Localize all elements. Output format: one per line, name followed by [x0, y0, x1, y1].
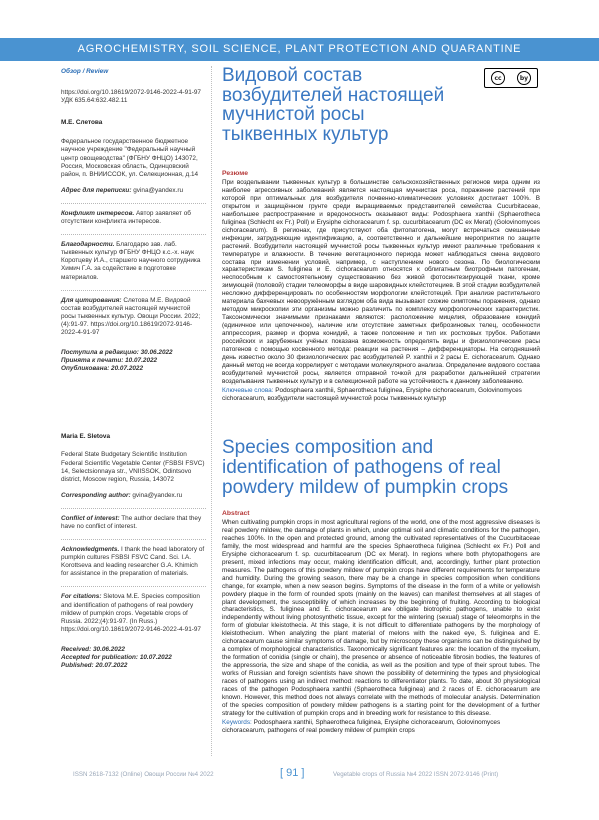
abstract-en-label: Abstract [222, 510, 250, 517]
acknowledgments-en-text: I thank the head laboratory of pumpkin cultures FSBSI FSVC Cand. Sci. I.A. Korottseva and leading researcher G.A. Khimich for assistance in the preparation of materials. [61, 546, 205, 578]
keywords-en-label: Keywords: [222, 718, 252, 726]
article-info-sidebar [61, 68, 206, 678]
conflict-en-label: Conflict of interest: [61, 514, 120, 522]
page-number: [ 91 ] [280, 767, 305, 779]
citation-en [61, 593, 206, 633]
article-rubric: Обзор / Review [61, 68, 109, 75]
divider [61, 290, 206, 291]
citation-ru-label: Для цитирования: [61, 296, 122, 304]
page-footer [0, 767, 599, 783]
divider [61, 508, 206, 509]
column-divider [211, 66, 212, 756]
footer-issn-online: ISSN 2618-7132 (Online) Овощи России №4 2022 [73, 771, 214, 778]
abstract-en-text: When cultivating pumpkin crops in most agricultural regions of the world, one of the most aggressive diseases is real powdery mildew, the damage of plants in which, under optimal soil and climatic conditions for the pathogen, reaches 100%. In the open and protected ground, among the cultivated representatives of the Cucurbitaceae family, the most widespread and harmful are the species Sphaerotheca fuliginea (Schlecht ex Fr.) Poll and Erysiphe cichoracearum f. sp. cucurbitacearum (DC ex Merat). In regions where both phytopathogens are present, mixed infections may occur, making identification difficult, and, accordingly, further plant protection measures. The pathogens of this powdery mildew of pumpkin crops have different requirements for temperature and humidity. During the growing season, there may be a change in species composition when conditions change, for example, when a new season begins. Symptoms of the disease in the form of a white or yellowish powdery plaque in the form of rounded spots (mainly on the leaves) can manifest themselves at all stages of plant development, the susceptibility of which increases by the beginning of fruiting. According to biological characteristics, S. fuliginea and E. cichoracearum are obligate biotrophic pathogens, unable to exist independently without living photosynthetic tissue, except for the wintering (sexual) stage of teleomorphs in the form of globular kleistothecia. At this stage, it is not difficult to differentiate pathogens by the morphology of kleistothecium. When analyzing the plant material of melons with the naked eye, S. fuliginea and E. cichoracearum cause similar symptoms of damage, but by microscopy these organisms can be distinguished by a complex of morphological characteristics. Taxonomically significant features are: the location of the mycelium, the formation of conidia (single or chain), the presence or absence of noticeable fibrosin bodies, the features of the appressoria, the size and shape of the conidia, as well as the position and type of their sprout tubes. The works of Russian and foreign scientists have shown the possibility of determining the types and physiological races of pathogens using an indirect method: reactions to differentiator plants. To date, about 30 physiological races of the pathogen Podosphaera xanthii (Sphaerotheca fuliginea) and 2 races of E. cichoracearum are known. However, this method does not always correlate with the methods of molecular analysis. Determination of the species composition of powdery mildew pathogens is a starting point for the development of a further strategy for the cultivation of pumpkin crops and in breeding work for resistance to this disease. [222, 519, 540, 717]
abstract-ru-text: При возделывании тыквенных культур в большинстве сельскохозяйственных регионов мира одним из наиболее агрессивных заболеваний является настоящая мучнистая роса, поражение растений при которой при оптимальных для возбудителя почвенно-климатических условиях достигает 100%. В открытом и защищённом грунте среди выращиваемых представителей семейства Cucurbitaceae, наибольшее распространение и вредоносность оказывают виды: Podosphaera xanthii (Sphaerotheca fuliginea (Schlecht ex Fr.) Poll) и Erysiphe cichoracearum f. sp. cucurbitacearum (DC ex Merat) (Golovinomyces cichoracearum). В регионах, где присутствуют оба фитопатогена, могут встречаться смешанные инфекции, затрудняющие идентификацию, а, соответственно и дальнейшие мероприятия по защите растений. Возбудители настоящей мучнистой росы тыквенных культур имеют различные требования к температуре и влажности. В течение вегетационного периода может наблюдаться смена видового состава при изменении условий, например, с наступлением нового сезона. По биологическим характеристикам S. fuliginea и E. cichoracearum относятся к облигатным биотрофным патогенам, неспособным к самостоятельному существованию без живой фотосинтезирующей ткани, кроме зимующей (половой) стадии телеоморфы в виде шаровидных клейстотециев. В этой стадии возбудителей несложно дифференцировать по особенностям морфологии клейстотеций. При анализе растительного материала бахчевых невооружённым взглядом оба вида вызывают схожие симптомы поражения, однако методом микроскопии эти организмы можно различить по комплексу морфологических характеристик. Таксономически значимыми признаками являются: расположение мицелия, образование конидий (единичное или цепочечное), наличие или отсутствие заметных фиброзиновых телец, особенности аппрессория, размер и форма конидий, а также положение и тип их ростковых трубок. Работами российских и зарубежных учёных показана возможность определять виды и физиологические расы патогенов с помощью косвенного метода: реакции на растения – дифференциаторы. На сегодняшний день известно около 30 физиологических рас возбудителей P. xanthii и 2 расы E. cichoracearum. Однако данный метод не всегда коррелирует с методами молекулярного анализа. Определение видового состава возбудителей мучнистой росы, является отправной точкой для разработки дальнейшей стратегии возделывания тыквенных культур и в селекционной работе на устойчивость к данному заболеванию. [222, 179, 540, 385]
dates-en [61, 646, 206, 670]
doi-link[interactable]: https://doi.org/10.18619/2072-9146-2022-4-91-97 [61, 89, 201, 97]
corresponding-ru-email[interactable]: gvina@yandex.ru [131, 186, 184, 194]
abstract-ru-label: Резюме [222, 170, 249, 177]
abstract-ru [222, 170, 540, 403]
published-date-ru: Опубликована: 20.07.2022 [61, 365, 144, 373]
by-attribution-icon: by [517, 71, 531, 85]
divider [61, 203, 206, 204]
udc-code: УДК 635.64:632.482.11 [61, 97, 128, 105]
keywords-ru-label: Ключевые слова: [222, 386, 274, 394]
accepted-date-ru: Принята к печати: 10.07.2022 [61, 357, 158, 365]
corresponding-en [61, 492, 206, 500]
acknowledgments-en-label: Acknowledgments. [61, 546, 120, 554]
divider [61, 539, 206, 540]
keywords-ru-text: Podosphaera xanthii, Sphaerotheca fuliginea, Erysiphe cichoracearum, Golovinomyces cichoracearum, возбудители настоящей мучнистой росы тыквенных культур [222, 386, 522, 402]
article-title-en: Species composition and identification of pathogens of real powdery mildew of pumpkin crops [222, 437, 509, 498]
published-date-en: Published: 20.07.2022 [61, 662, 128, 670]
accepted-date-en: Accepted for publication: 10.07.2022 [61, 654, 172, 662]
conflict-ru-label: Конфликт интересов. [61, 209, 135, 217]
abstract-en [222, 510, 540, 735]
citation-ru [61, 297, 206, 337]
dates-ru [61, 349, 206, 373]
affiliation-en: Federal State Budgetary Scientific Institution Federal Scientific Vegetable Center (FSBSI FSVC) 14, Selectsionnaya str., VNIISSOK, Odintsovo district, Moscow region, Russia, 143072 [61, 451, 205, 483]
received-date-ru: Поступила в редакцию: 30.06.2022 [61, 349, 173, 357]
citation-ru-text: Слетова М.Е. Видовой состав возбудителей настоящей мучнистой росы тыквенных культур. Овощи России. 2022;(4):91-97. https://doi.org/10.18619/2072-9146-2022-4-91-97 [61, 296, 201, 336]
acknowledgments-ru-label: Благодарности. [61, 241, 115, 249]
article-title-ru: Видовой состав возбудителей настоящей мучнистой росы тыквенных культур [222, 65, 445, 145]
cc-license-badge[interactable] [484, 68, 538, 88]
received-date-en: Received: 30.06.2022 [61, 645, 125, 653]
journal-section-banner: AGROCHEMISTRY, SOIL SCIENCE, PLANT PROTECTION AND QUARANTINE [0, 38, 599, 61]
acknowledgments-ru [61, 241, 206, 281]
author-name-en: Maria E. Sletova [61, 433, 111, 441]
footer-issn-print: Vegetable crops of Russia №4 2022 ISSN 2072-9146 (Print) [333, 771, 499, 778]
corresponding-ru [61, 187, 206, 195]
conflict-en [61, 515, 206, 531]
acknowledgments-ru-text: Благодарю зав. лаб. тыквенных культур ФГБНУ ФНЦО к.с.-х. наук Коротцеву И.А., старшего научного сотрудника Химич Г.А. за содействие в подготовке материалов. [61, 241, 201, 281]
divider [61, 234, 206, 235]
corresponding-ru-label: Адрес для переписки: [61, 186, 132, 194]
affiliation-ru: Федеральное государственное бюджетное научное учреждение "Федеральный научный центр овощеводства" (ФГБНУ ФНЦО) 143072, Россия, Московская область, Одинцовский район, п. ВНИИССОК, ул. Селекционная, д.14 [61, 138, 199, 178]
conflict-en-text: The author declare that they have no conflict of interest. [61, 514, 202, 530]
conflict-ru [61, 210, 206, 226]
author-name-ru: М.Е. Слетова [61, 119, 103, 127]
divider [61, 586, 206, 587]
citation-en-label: For citations: [61, 593, 102, 601]
citation-en-text: Sletova M.E. Species composition and identification of pathogens of real powdery mildew of pumpkin crops. Vegetable crops of Russia. 2022;(4):91-97. (In Russ.) https://doi.org/10.18619/2072-9146-2022-4-91-97 [61, 593, 201, 633]
keywords-en [222, 719, 540, 735]
corresponding-en-email[interactable]: gvina@yandex.ru [130, 491, 183, 499]
keywords-ru [222, 387, 540, 403]
acknowledgments-en [61, 546, 206, 578]
cc-icon: cc [491, 71, 505, 85]
keywords-en-text: Podosphaera xanthii, Sphaerotheca fuliginea, Erysiphe cichoracearum, Golovinomyces cichoracearum, pathogens of real powdery mildew of pumpkin crops [222, 718, 501, 734]
conflict-ru-text: Автор заявляет об отсутствии конфликта интересов. [61, 209, 191, 226]
corresponding-en-label: Corresponding author: [61, 491, 131, 499]
